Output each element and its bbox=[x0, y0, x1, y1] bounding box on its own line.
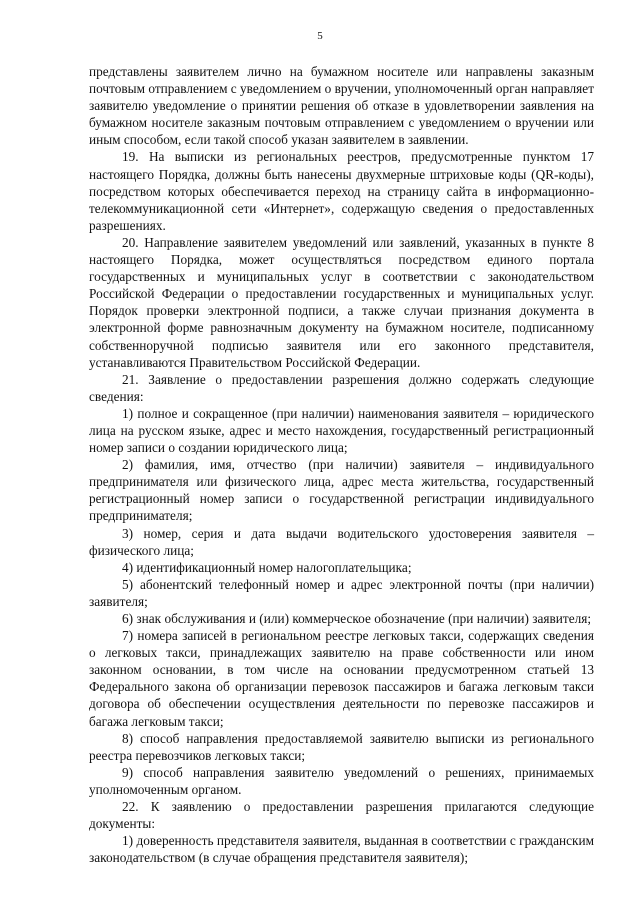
document-body bbox=[89, 63, 594, 866]
paragraph: 21. Заявление о предоставлении разрешения должно содержать следующие сведения: bbox=[89, 371, 594, 404]
list-item: 4) идентификационный номер налогоплательщика; bbox=[122, 559, 412, 575]
list-item: 5) абонентский телефонный номер и адрес электронной почты (при наличии) заявителя; bbox=[89, 576, 594, 609]
list-item: 6) знак обслуживания и (или) коммерческое обозначение (при наличии) заявителя; bbox=[122, 611, 592, 626]
paragraph: 19. На выписки из региональных реестров, предусмотренные пунктом 17 настоящего Порядка, должны быть нанесены двухмерные штриховые коды (QR-коды), посредством которых обеспечивается переход на страницу сайта в информационно-телекоммуникационной сети «Интернет», содержащую сведения о предоставленных разрешениях. bbox=[89, 149, 594, 233]
list-item: 7) номера записей в региональном реестре легковых такси, содержащих сведения о легковых такси, принадлежащих заявителю на праве собственности или ином законном основании, в том числе на основании предусмотренном статьей 13 Федерального закона об организации перевозок пассажиров и багажа легковым такси договора об обеспечении осуществления деятельности по перевозке пассажиров и багажа легковым такси; bbox=[89, 628, 594, 729]
list-item: 3) номер, серия и дата выдачи водительского удостоверения заявителя – физического лица; bbox=[89, 525, 594, 558]
paragraph: 22. К заявлению о предоставлении разрешения прилагаются следующие документы: bbox=[89, 799, 594, 832]
paragraph: представлены заявителем лично на бумажном носителе или направлены заказным почтовым отправлением с уведомлением о вручении, уполномоченный орган направляет заявителю уведомление о принятии решения об отказе в удовлетворении заявления на бумажном носителе заказным почтовым отправлением с уведомлением о вручении или иным способом, если такой способ указан заявителем в заявлении. bbox=[89, 64, 595, 148]
list-item: 2) фамилия, имя, отчество (при наличии) заявителя – индивидуального предпринимателя или физического лица, адрес места жительства, государственный регистрационный номер записи о государственной регистрации индивидуального предпринимателя; bbox=[89, 457, 594, 524]
list-item: 1) полное и сокращенное (при наличии) наименования заявителя – юридического лица на русском языке, адрес и место нахождения, государственный регистрационный номер записи о создании юридического лица; bbox=[89, 405, 594, 456]
list-item: 1) доверенность представителя заявителя, выданная в соответствии с гражданским законодательством (в случае обращения представителя заявителя); bbox=[89, 833, 594, 866]
page-number: 5 bbox=[317, 30, 323, 42]
paragraph: 20. Направление заявителем уведомлений или заявлений, указанных в пункте 8 настоящего Порядка, может осуществляться посредством единого портала государственных и муниципальных услуг в соответствии с законодательством Российской Федерации о предоставлении государственных и муниципальных услуг. Порядок проверки электронной подписи, а также случаи признания документа в электронной форме равнозначным документу на бумажном носителе, подписанному собственноручной подписью заявителя или его законного представителя, устанавливаются Правительством Российской Федерации. bbox=[89, 234, 594, 370]
list-item: 8) способ направления предоставляемой заявителю выписки из регионального реестра перевозчиков легковых такси; bbox=[89, 730, 594, 763]
list-item: 9) способ направления заявителю уведомлений о решениях, принимаемых уполномоченным органом. bbox=[89, 764, 594, 797]
